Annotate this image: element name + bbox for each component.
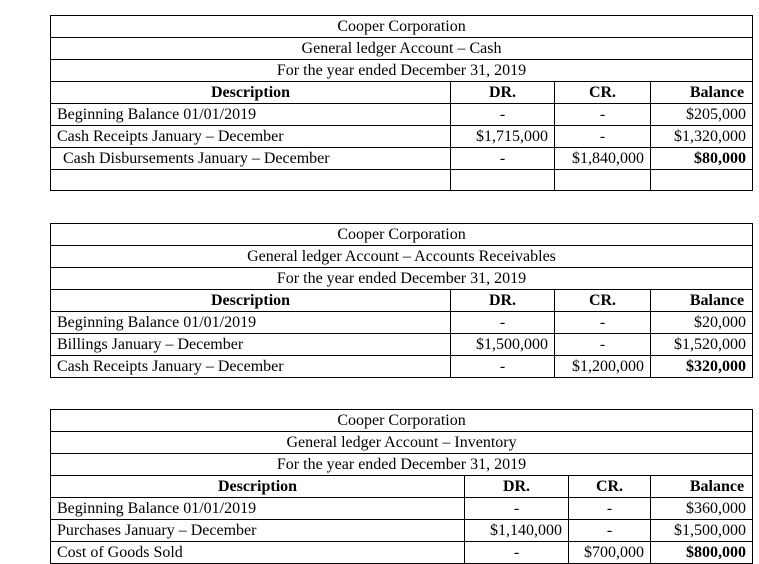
row-balance: $20,000 [651, 312, 753, 334]
row-description: Cash Receipts January – December [51, 356, 451, 378]
row-description: Beginning Balance 01/01/2019 [51, 104, 451, 126]
row-dr: - [465, 498, 569, 520]
row-balance: $205,000 [651, 104, 753, 126]
col-dr: DR. [451, 82, 555, 104]
col-balance: Balance [651, 476, 753, 498]
table-row [51, 520, 753, 542]
ledger-accounts-receivables [50, 223, 753, 378]
table-row [51, 356, 753, 378]
col-balance: Balance [651, 290, 753, 312]
row-cr: - [569, 520, 651, 542]
table-row [51, 312, 753, 334]
row-dr: $1,500,000 [451, 334, 555, 356]
row-description: Cash Receipts January – December [51, 126, 451, 148]
col-dr: DR. [451, 290, 555, 312]
row-dr: - [451, 312, 555, 334]
ledger-inventory [50, 409, 753, 564]
ledger-cash [50, 15, 753, 191]
table-row [51, 148, 753, 170]
col-description: Description [51, 82, 451, 104]
row-balance: $80,000 [651, 148, 753, 170]
row-balance: $800,000 [651, 542, 753, 564]
row-balance: $1,320,000 [651, 126, 753, 148]
row-description: Beginning Balance 01/01/2019 [51, 312, 451, 334]
ledger-company: Cooper Corporation [51, 16, 753, 38]
row-dr: - [465, 542, 569, 564]
col-cr: CR. [555, 290, 651, 312]
col-balance: Balance [651, 82, 753, 104]
row-cr: $1,840,000 [555, 148, 651, 170]
table-row [51, 542, 753, 564]
table-row [51, 126, 753, 148]
row-cr: $700,000 [569, 542, 651, 564]
ledger-period: For the year ended December 31, 2019 [51, 268, 753, 290]
ledger-period: For the year ended December 31, 2019 [51, 60, 753, 82]
ledger-account-title: General ledger Account – Inventory [51, 432, 753, 454]
table-row [51, 104, 753, 126]
row-cr: $1,200,000 [555, 356, 651, 378]
row-cr: - [569, 498, 651, 520]
ledger-account-title: General ledger Account – Accounts Receivables [51, 246, 753, 268]
row-dr: $1,140,000 [465, 520, 569, 542]
row-cr: - [555, 126, 651, 148]
row-balance: $360,000 [651, 498, 753, 520]
row-dr: - [451, 148, 555, 170]
row-dr: - [451, 104, 555, 126]
row-balance: $1,520,000 [651, 334, 753, 356]
col-description: Description [51, 290, 451, 312]
ledger-company: Cooper Corporation [51, 224, 753, 246]
col-dr: DR. [465, 476, 569, 498]
row-description: Cost of Goods Sold [51, 542, 465, 564]
row-cr: - [555, 104, 651, 126]
ledger-account-title: General ledger Account – Cash [51, 38, 753, 60]
row-cr: - [555, 334, 651, 356]
row-cr: - [555, 312, 651, 334]
row-description: Billings January – December [51, 334, 451, 356]
table-row [51, 498, 753, 520]
row-dr: $1,715,000 [451, 126, 555, 148]
row-description: Purchases January – December [51, 520, 465, 542]
ledger-period: For the year ended December 31, 2019 [51, 454, 753, 476]
row-balance: $320,000 [651, 356, 753, 378]
row-description: Cash Disbursements January – December [51, 148, 451, 170]
col-cr: CR. [555, 82, 651, 104]
row-description: Beginning Balance 01/01/2019 [51, 498, 465, 520]
col-description: Description [51, 476, 465, 498]
row-balance: $1,500,000 [651, 520, 753, 542]
ledger-company: Cooper Corporation [51, 410, 753, 432]
col-cr: CR. [569, 476, 651, 498]
blank-row [51, 170, 753, 191]
table-row [51, 334, 753, 356]
row-dr: - [451, 356, 555, 378]
